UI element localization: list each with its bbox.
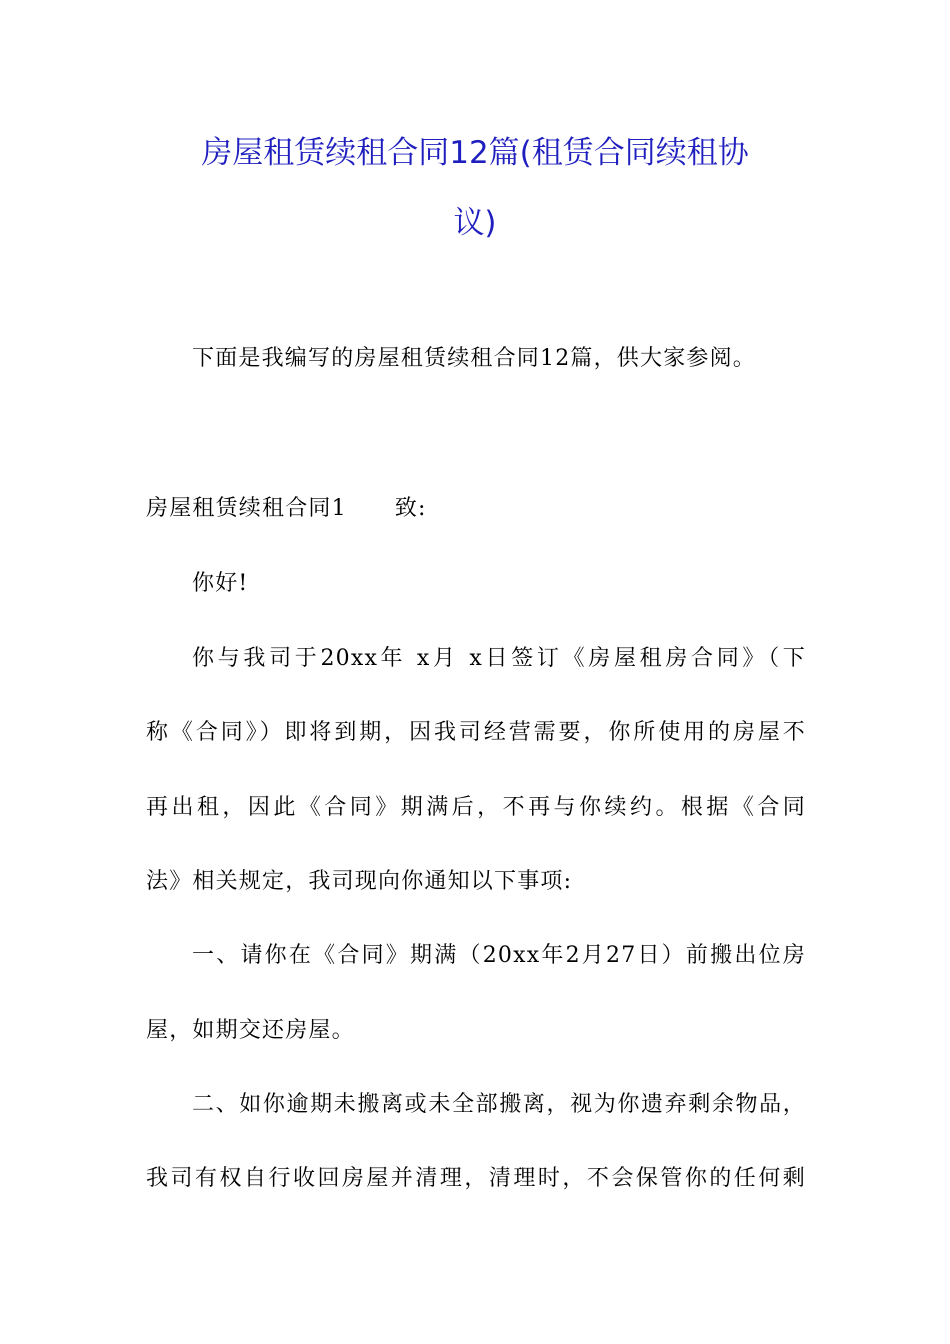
document-title-line-2: 议) <box>453 205 497 241</box>
paragraph-2-line-1: 一、请你在《合同》期满（20xx年2月27日）前搬出位房 <box>192 943 806 968</box>
paragraph-2-line-2: 屋，如期交还房屋。 <box>146 1018 355 1043</box>
intro-text: 下面是我编写的房屋租赁续租合同12篇，供大家参阅。 <box>192 346 756 371</box>
greeting-text: 你好! <box>192 571 249 596</box>
paragraph-3-line-1: 二、如你逾期未搬离或未全部搬离，视为你遗弃剩余物品， <box>192 1092 806 1117</box>
document-title-line-1: 房屋租赁续租合同12篇(租赁合同续租协 <box>201 135 749 171</box>
paragraph-1-line-2: 称《合同》）即将到期，因我司经营需要，你所使用的房屋不 <box>146 720 806 745</box>
section-heading <box>146 498 806 520</box>
section-heading-label: 房屋租赁续租合同1 <box>146 496 347 521</box>
section-heading-addressee: 致: <box>394 496 427 521</box>
paragraph-3-line-2: 我司有权自行收回房屋并清理，清理时，不会保管你的任何剩 <box>146 1166 806 1191</box>
paragraph-1-line-1: 你与我司于20xx年 x月 x日签订《房屋租房合同》（下 <box>192 646 806 671</box>
paragraph-1-line-4: 法》相关规定，我司现向你通知以下事项: <box>146 869 573 894</box>
paragraph-1-line-3: 再出租，因此《合同》期满后，不再与你续约。根据《合同 <box>146 795 806 820</box>
